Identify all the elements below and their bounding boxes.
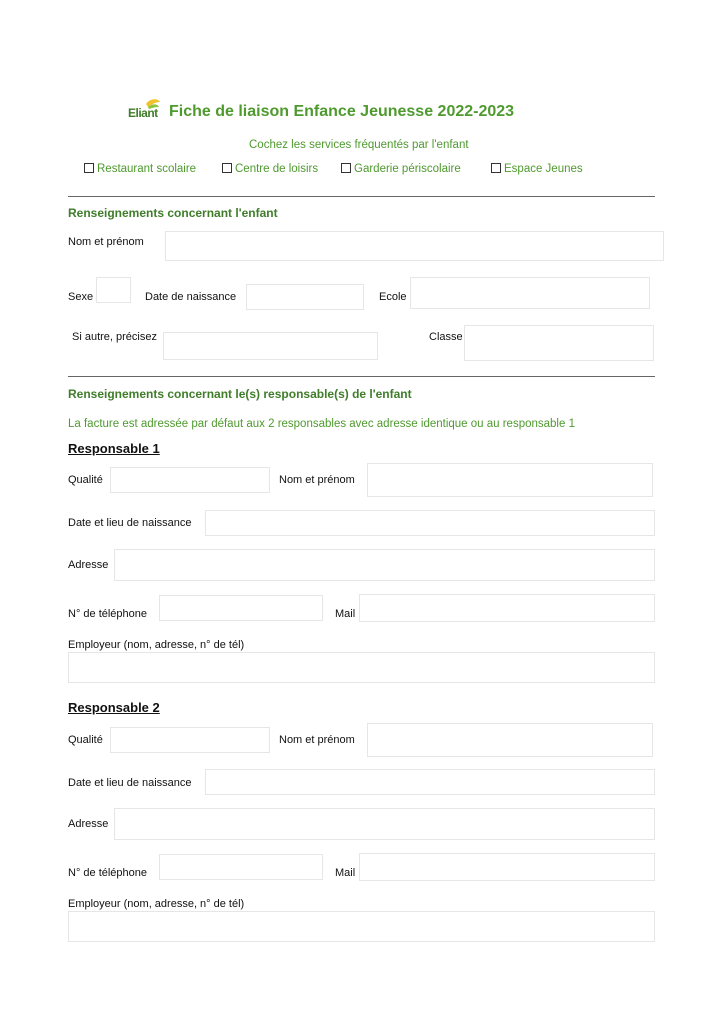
r1-address-label: Adresse xyxy=(68,559,109,571)
child-section-heading: Renseignements concernant l'enfant xyxy=(68,206,278,220)
checkbox[interactable] xyxy=(341,163,351,173)
child-sex-label: Sexe xyxy=(68,291,94,303)
logo xyxy=(128,98,164,128)
r1-birth-label: Date et lieu de naissance xyxy=(68,517,192,529)
r2-address-field[interactable] xyxy=(114,808,655,840)
child-school-label: Ecole xyxy=(379,291,407,303)
divider xyxy=(68,376,655,377)
r1-name-field[interactable] xyxy=(367,463,653,497)
billing-note: La facture est adressée par défaut aux 2 responsables avec adresse identique ou au responsable 1 xyxy=(68,418,575,430)
child-school-field[interactable] xyxy=(410,277,650,309)
child-sex-field[interactable] xyxy=(96,277,131,303)
service-label: Restaurant scolaire xyxy=(97,163,197,175)
child-other-field[interactable] xyxy=(163,332,378,360)
r1-name-label: Nom et prénom xyxy=(279,474,355,486)
child-class-field[interactable] xyxy=(464,325,654,361)
r2-mail-field[interactable] xyxy=(359,853,655,881)
r2-birth-label: Date et lieu de naissance xyxy=(68,777,192,789)
r1-quality-field[interactable] xyxy=(110,467,270,493)
child-name-field[interactable] xyxy=(165,231,664,261)
responsable-1-title: Responsable 1 xyxy=(68,441,160,456)
r2-address-label: Adresse xyxy=(68,818,109,830)
service-option-garderie[interactable] xyxy=(341,163,461,175)
r2-phone-label: N° de téléphone xyxy=(68,867,148,879)
child-name-label: Nom et prénom xyxy=(68,236,144,248)
r2-quality-label: Qualité xyxy=(68,734,103,746)
checkbox[interactable] xyxy=(84,163,94,173)
r1-phone-label: N° de téléphone xyxy=(68,608,148,620)
r1-mail-field[interactable] xyxy=(359,594,655,622)
service-label: Centre de loisirs xyxy=(235,163,319,175)
r1-phone-field[interactable] xyxy=(159,595,323,621)
r1-mail-label: Mail xyxy=(335,608,356,620)
r2-birth-field[interactable] xyxy=(205,769,655,795)
page-title: Fiche de liaison Enfance Jeunesse 2022-2023 xyxy=(169,103,515,120)
r2-name-field[interactable] xyxy=(367,723,653,757)
r1-birth-field[interactable] xyxy=(205,510,655,536)
r2-employer-label: Employeur (nom, adresse, n° de tél) xyxy=(68,898,245,910)
r2-quality-field[interactable] xyxy=(110,727,270,753)
responsable-2-title: Responsable 2 xyxy=(68,700,160,715)
child-class-label: Classe xyxy=(429,331,463,343)
divider xyxy=(68,196,655,197)
logo-text: Eliant xyxy=(128,106,158,120)
child-birthdate-label: Date de naissance xyxy=(145,291,237,303)
service-label: Espace Jeunes xyxy=(504,163,583,175)
services-instruction: Cochez les services fréquentés par l'enfant xyxy=(249,139,469,151)
child-other-label: Si autre, précisez xyxy=(72,331,157,343)
guardians-section-heading: Renseignements concernant le(s) responsable(s) de l'enfant xyxy=(68,387,412,401)
service-option-centre-loisirs[interactable] xyxy=(222,163,318,175)
service-option-restaurant[interactable] xyxy=(84,163,196,175)
r1-address-field[interactable] xyxy=(114,549,655,581)
service-option-espace-jeunes[interactable] xyxy=(491,163,583,175)
child-birthdate-field[interactable] xyxy=(246,284,364,310)
r2-employer-field[interactable] xyxy=(68,911,655,942)
r1-quality-label: Qualité xyxy=(68,474,103,486)
checkbox[interactable] xyxy=(222,163,232,173)
service-label: Garderie périscolaire xyxy=(354,163,461,175)
r2-name-label: Nom et prénom xyxy=(279,734,355,746)
r2-phone-field[interactable] xyxy=(159,854,323,880)
r2-mail-label: Mail xyxy=(335,867,356,879)
checkbox[interactable] xyxy=(491,163,501,173)
r1-employer-field[interactable] xyxy=(68,652,655,683)
r1-employer-label: Employeur (nom, adresse, n° de tél) xyxy=(68,639,245,651)
